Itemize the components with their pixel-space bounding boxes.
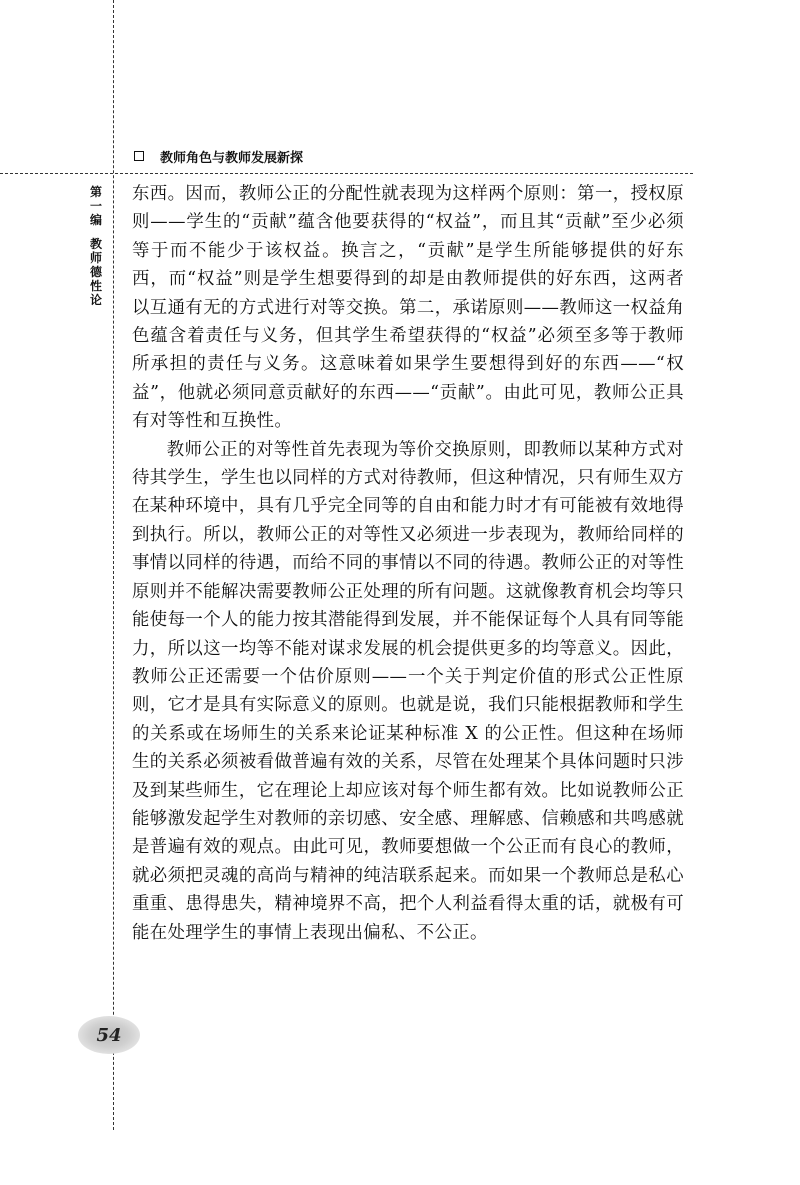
paragraph-1: 东西。因而，教师公正的分配性就表现为这样两个原则：第一，授权原则——学生的“贡献”蕴含他要获得的“权益”，而且其“贡献”至少必须等于而不能少于该权益。换言之，“贡献”是学生所能够提供的好东西，而“权益”则是学生想要得到的却是由教师提供的好东西，这两者以互通有无的方式进行对等交换。第二，承诺原则——教师这一权益角色蕴含着责任与义务，但其学生希望获得的“权益”必须至多等于教师所承担的责任与义务。这意味着如果学生要想得到好的东西——“权益”，他就必须同意贡献好的东西——“贡献”。由此可见，教师公正具有对等性和互换性。 (132, 184, 684, 432)
header-dashed-horizontal-line (0, 173, 693, 174)
square-box-icon (134, 151, 144, 161)
running-header (134, 146, 303, 166)
side-tab-section: 教师德性论 (89, 237, 102, 307)
side-tab (88, 185, 104, 317)
side-tab-part: 第一编 (89, 185, 102, 227)
page-number: 54 (96, 1024, 122, 1046)
body-text (132, 180, 684, 947)
running-header-title: 教师角色与教师发展新探 (160, 150, 304, 166)
margin-dashed-vertical-line (113, 0, 114, 1130)
paragraph-2: 教师公正的对等性首先表现为等价交换原则，即教师以某种方式对待其学生，学生也以同样的方式对待教师，但这种情况，只有师生双方在某种环境中，具有几乎完全同等的自由和能力时才有可能被有效地得到执行。所以，教师公正的对等性又必须进一步表现为，教师给同样的事情以同样的待遇，而给不同的事情以不同的待遇。教师公正的对等性原则并不能解决需要教师公正处理的所有问题。这就像教育机会均等只能使每一个人的能力按其潜能得到发展，并不能保证每个人具有同等能力，所以这一均等不能对谋求发展的机会提供更多的均等意义。因此，教师公正还需要一个估价原则——一个关于判定价值的形式公正性原则，它才是具有实际意义的原则。也就是说，我们只能根据教师和学生的关系或在场师生的关系来论证某种标准 X 的公正性。但这种在场师生的关系必须被看做普遍有效的关系，尽管在处理某个具体问题时只涉及到某些师生，它在理论上却应该对每个师生都有效。比如说教师公正能够激发起学生对教师的亲切感、安全感、理解感、信赖感和共鸣感就是普遍有效的观点。由此可见，教师要想做一个公正而有良心的教师，就必须把灵魂的高尚与精神的纯洁联系起来。而如果一个教师总是私心重重、患得患失，精神境界不高，把个人利益看得太重的话，就极有可能在处理学生的事情上表现出偏私、不公正。 (132, 439, 684, 943)
page-number-badge (78, 1016, 140, 1054)
